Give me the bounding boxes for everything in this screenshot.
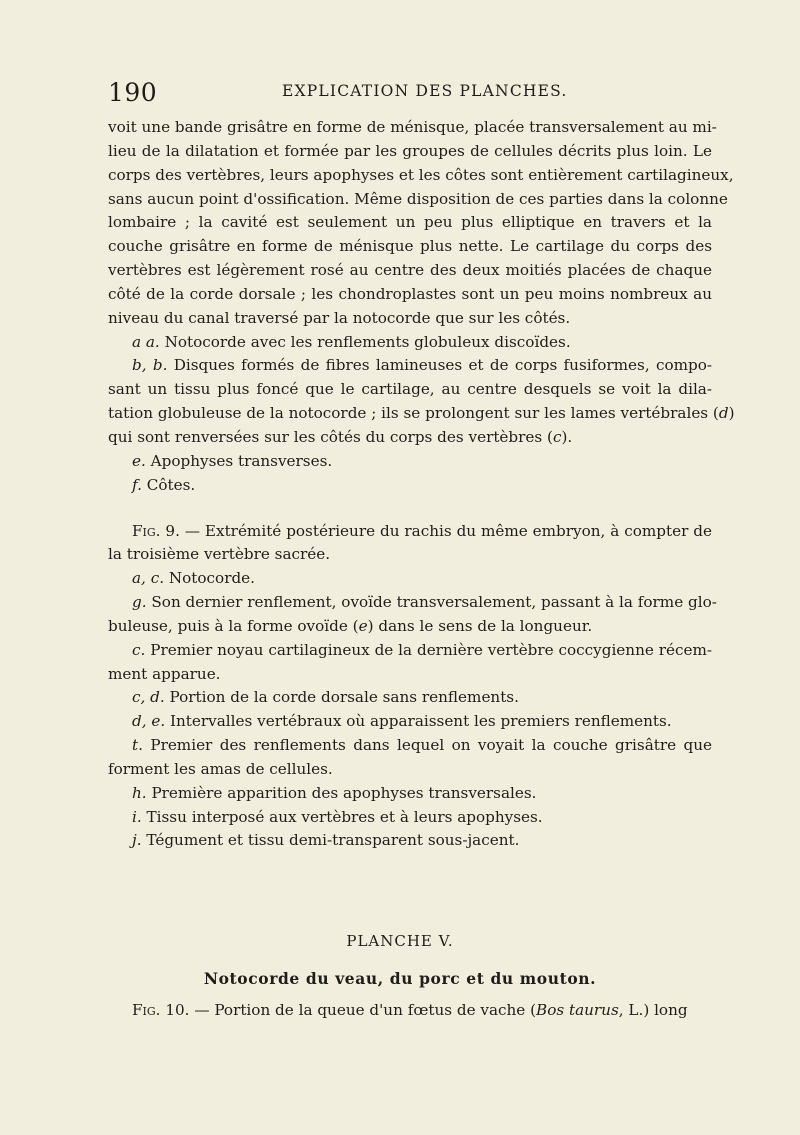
legend-item-t: t. Premier des renflements dans lequel on voyait la couche grisâtre que [132,736,712,755]
legend-item-h: h. Première apparition des apophyses transversales. [132,783,537,802]
legend-item-e: e. Apophyses transverses. [132,451,333,470]
text-line: niveau du canal traversé par la notocorde que sur les côtés. [108,308,571,327]
page-header [108,78,728,112]
running-head: EXPLICATION DES PLANCHES. [282,82,568,100]
plate-title: PLANCHE V. [346,932,454,950]
text-line: qui sont renversées sur les côtés du corps des vertèbres (c). [108,427,573,446]
legend-letter: d, e. [132,712,166,731]
legend-item-f: f. Côtes. [132,475,196,494]
legend-letter: f. [132,475,142,494]
text-line: buleuse, puis à la forme ovoïde (e) dans le sens de la longueur. [108,616,593,635]
body-text [108,116,735,853]
text-line: vertèbres est légèrement rosé au centre des deux moitiés placées de chaque [108,261,712,280]
legend-item-j: j. Tégument et tissu demi-transparent sous-jacent. [132,831,520,850]
legend-letter: e. [132,451,146,470]
text-line: côté de la corde dorsale ; les chondroplastes sont un peu moins nombreux au [108,284,712,303]
section-gap [108,498,712,520]
text-line: ment apparue. [108,664,221,683]
text-line: couche grisâtre en forme de ménisque plus nette. Le cartilage du corps des [108,237,712,256]
legend-letter: c. [132,640,146,659]
legend-item-cd: c, d. Portion de la corde dorsale sans renflements. [132,688,519,707]
text-line: lombaire ; la cavité est seulement un peu plus elliptique en travers et la [108,213,712,232]
legend-letter: g. [132,593,147,612]
text-line: voit une bande grisâtre en forme de ménisque, placée transversalement au mi- [108,118,717,136]
legend-letter: a a. [132,332,160,351]
legend-item-aa: a a. Notocorde avec les renflements globuleux discoïdes. [132,332,571,351]
legend-letter: j. [132,831,142,850]
text-line: forment les amas de cellules. [108,759,333,778]
legend-letter: t. [132,736,143,755]
figure-caption-9: Fig. 9. — Extrémité postérieure du rachis du même embryon, à compter de [132,521,712,540]
text-line: corps des vertèbres, leurs apophyses et les côtes sont entièrement cartilagineux, [108,165,734,184]
page-number: 190 [108,78,158,107]
legend-item-ac: a, c. Notocorde. [132,569,256,588]
legend-letter: b, b. [132,356,168,375]
text-line: sant un tissu plus foncé que le cartilage, au centre desquels se voit la dila- [108,380,712,399]
legend-letter: i. [132,807,142,826]
legend-item-c: c. Premier noyau cartilagineux de la dernière vertèbre coccygienne récem- [132,640,712,659]
text-line: la troisième vertèbre sacrée. [108,545,331,564]
text-line: lieu de la dilatation et formée par les groupes de cellules décrits plus loin. Le [108,141,712,160]
figure-caption-10: Fig. 10. — Portion de la queue d'un fœtus de vache (Bos taurus, L.) long [132,1001,688,1019]
legend-letter: c, d. [132,688,165,707]
legend-item-de: d, e. Intervalles vertébraux où apparaissent les premiers renflements. [132,712,672,731]
species-name: Bos taurus [536,1001,619,1019]
plate-subtitle: Notocorde du veau, du porc et du mouton. [203,969,597,988]
legend-item-bb: b, b. Disques formés de fibres lamineuses et de corps fusiformes, compo- [132,356,712,375]
legend-letter: h. [132,783,147,802]
text-line: sans aucun point d'ossification. Même disposition de ces parties dans la colonne [108,189,728,208]
legend-item-i: i. Tissu interposé aux vertèbres et à leurs apophyses. [132,807,543,826]
legend-letter: a, c. [132,569,165,588]
legend-item-g: g. Son dernier renflement, ovoïde transversalement, passant à la forme glo- [132,593,717,612]
text-line: tation globuleuse de la notocorde ; ils se prolongent sur les lames vertébrales (d) [108,404,735,423]
